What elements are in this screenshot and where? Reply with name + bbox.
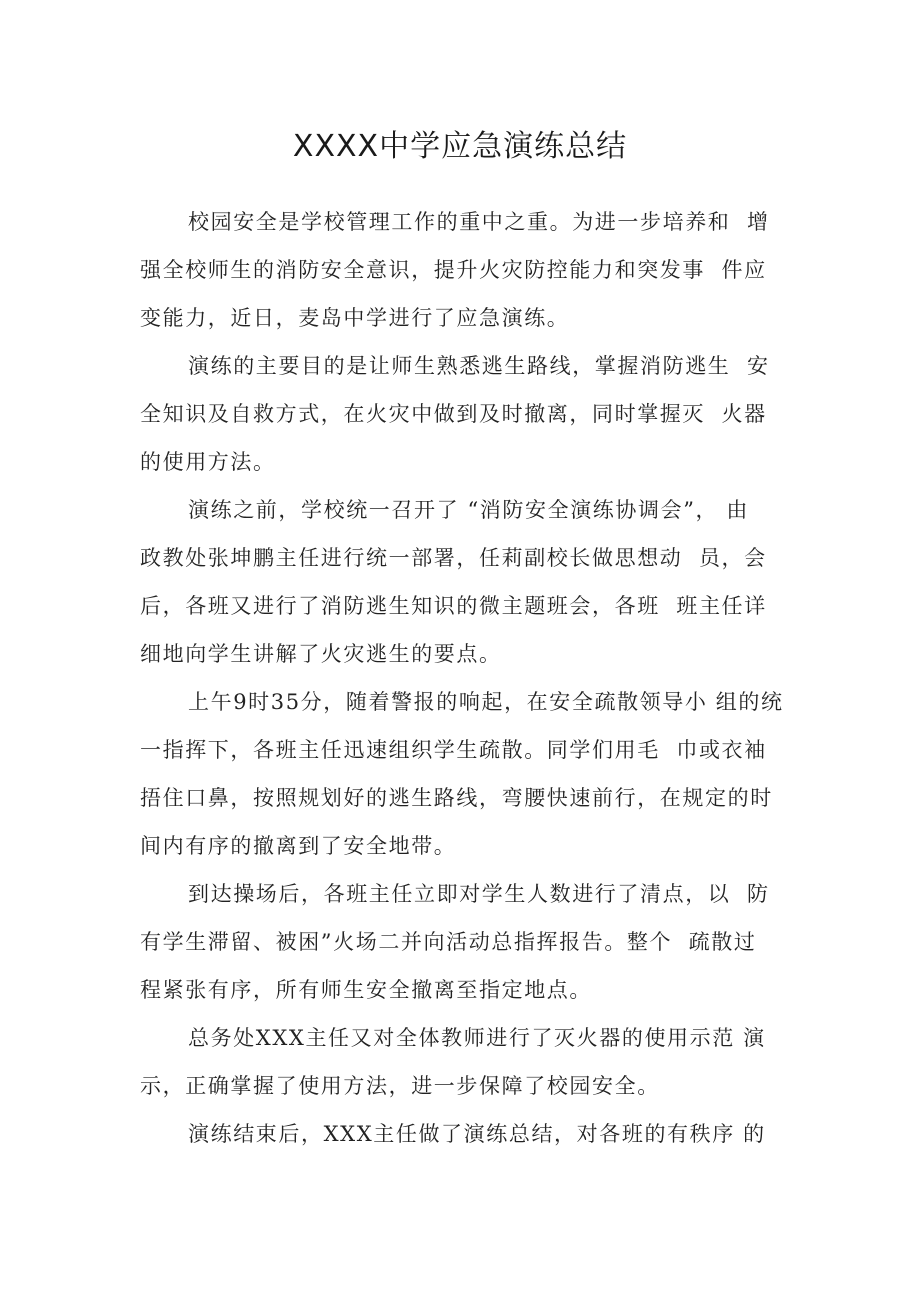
text-line: 上午9时35分，随着警报的响起，在安全疏散领导小 组的统 bbox=[188, 690, 784, 714]
text-line: 演练之前，学校统一召开了 “消防安全演练协调会”， 由 bbox=[188, 498, 750, 522]
paragraph-7 bbox=[140, 1110, 790, 1158]
paragraph-3 bbox=[140, 486, 790, 678]
text-line: 全知识及自救方式，在火灾中做到及时撤离，同时掌握灭 火器 bbox=[140, 402, 767, 426]
paragraph-6 bbox=[140, 1014, 790, 1110]
text-line: 演练结束后，XXX主任做了演练总结，对各班的有秩序 的 bbox=[188, 1122, 766, 1146]
text-line: 政教处张坤鹏主任进行统一部署，任莉副校长做思想动 员，会 bbox=[140, 546, 767, 570]
text-line: 程紧张有序，所有师生安全撤离至指定地点。 bbox=[140, 978, 592, 1002]
text-line: 校园安全是学校管理工作的重中之重。为进一步培养和 增 bbox=[188, 210, 770, 234]
paragraph-1 bbox=[140, 198, 790, 342]
paragraph-5 bbox=[140, 870, 790, 1014]
text-line: 到达操场后，各班主任立即对学生人数进行了清点，以 防 bbox=[188, 882, 770, 906]
text-line: 细地向学生讲解了火灾逃生的要点。 bbox=[140, 642, 502, 666]
text-line: 强全校师生的消防安全意识，提升火灾防控能力和突发事 件应 bbox=[140, 258, 767, 282]
text-line: 一指挥下，各班主任迅速组织学生疏散。同学们用毛 巾或衣袖 bbox=[140, 738, 767, 762]
text-line: 示，正确掌握了使用方法，进一步保障了校园安全。 bbox=[140, 1074, 660, 1098]
text-line: 后，各班又进行了消防逃生知识的微主题班会，各班 班主任详 bbox=[140, 594, 767, 618]
text-line: 间内有序的撤离到了安全地带。 bbox=[140, 834, 457, 858]
paragraph-4 bbox=[140, 678, 790, 870]
document-body bbox=[140, 198, 790, 1158]
document-title: XXXX中学应急演练总结 bbox=[292, 129, 628, 164]
text-line: 捂住口鼻，按照规划好的逃生路线，弯腰快速前行，在规定的时 bbox=[140, 786, 773, 810]
text-line: 变能力，近日，麦岛中学进行了应急演练。 bbox=[140, 306, 570, 330]
text-line: 有学生滞留、被困”火场二并向活动总指挥报告。整个 疏散过 bbox=[140, 930, 757, 954]
text-line: 总务处XXX主任又对全体教师进行了灭火器的使用示范 演 bbox=[188, 1026, 766, 1050]
paragraph-2 bbox=[140, 342, 790, 486]
text-line: 演练的主要目的是让师生熟悉逃生路线，掌握消防逃生 安 bbox=[188, 354, 770, 378]
text-line: 的使用方法。 bbox=[140, 450, 276, 474]
